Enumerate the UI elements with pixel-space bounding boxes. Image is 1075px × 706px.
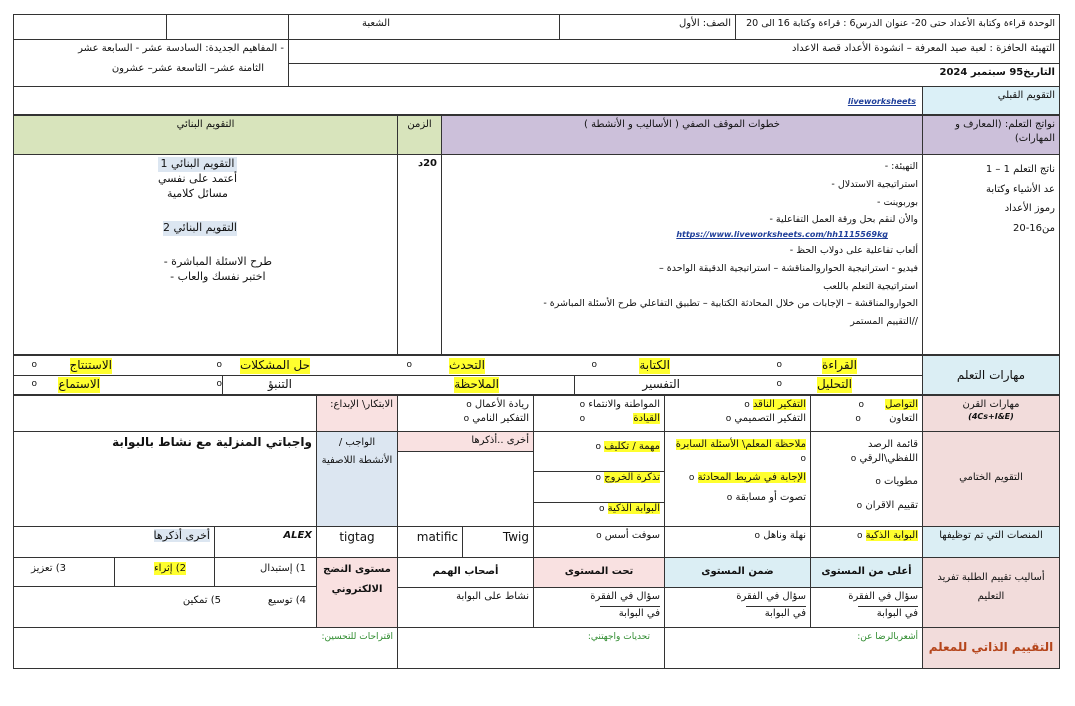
pre-eval-label: التقويم القبلي xyxy=(997,90,1055,101)
homework-cell xyxy=(13,431,317,527)
self-label-cell xyxy=(922,627,1060,669)
level-above-q1b: في البوابة xyxy=(858,606,918,621)
final-other-cell xyxy=(397,431,534,452)
level-below: تحت المستوى xyxy=(564,566,634,577)
maturity-vdiv-2 xyxy=(114,558,115,586)
skill-reading: القراءة xyxy=(822,358,857,372)
step-6: ألعاب تفاعلية على دولاب الحظ - xyxy=(789,245,918,257)
formative-2-title: التقويم البنائي 2 xyxy=(163,221,237,234)
level-below-q xyxy=(533,587,665,628)
final-exit-ticket: تذكرة الخروج xyxy=(604,472,660,483)
final-col-a: قائمة الرصد اللفظي\الرقي o مطويات o تقييم الاقران o xyxy=(810,431,923,527)
outcomes-head xyxy=(922,115,1060,155)
skill-deduction: الاستنتاج xyxy=(69,358,112,372)
steps-head xyxy=(441,115,923,155)
final-label: التقويم الختامي xyxy=(959,472,1023,483)
maturity-4: 4) توسيع xyxy=(267,595,306,606)
level-determination: أصحاب الهمم xyxy=(432,566,499,577)
level-determination-head xyxy=(397,557,534,588)
final-col-c xyxy=(533,431,665,527)
final-vote: تصوت أو مسابقة xyxy=(735,491,806,503)
step-3: بوربوينت - xyxy=(877,196,918,208)
step-2: استراتيجية الاستدلال - xyxy=(831,178,918,190)
step-10: //التقييم المستمر xyxy=(850,316,918,328)
skill-speaking-bullet: o xyxy=(406,360,412,370)
century-design-thinking: التفكير التصميمي xyxy=(734,412,806,424)
outcome-line-2: عد الأشياء وكتابة xyxy=(986,183,1055,195)
skills-col-divider-2 xyxy=(222,375,223,394)
final-portal-cell: البوابة الذكية o xyxy=(598,503,660,514)
time-head-label: الزمن xyxy=(407,119,432,130)
pre-eval-link[interactable]: liveworksheets xyxy=(847,97,916,106)
maturity-2: 2) إثراء xyxy=(153,563,186,574)
concepts-line-2: الثامنة عشر– التاسعة عشر– عشرون xyxy=(111,62,264,74)
self-challenges-cell xyxy=(397,627,665,669)
final-col-b: ملاحظة المعلم\ الأسئلة السابرة o الإجابة في شريط المحادثة o تصوت أو مسابقة o xyxy=(664,431,811,527)
level-above-q1: سؤال في الفقرة xyxy=(848,591,918,602)
skills-cell xyxy=(13,355,923,395)
step-1: التهيئة: - xyxy=(884,161,918,172)
century-sub: (4Cs+I&E) xyxy=(968,411,1014,421)
century-label-cell xyxy=(922,395,1060,432)
skill-interpretation: التفسير xyxy=(642,377,680,391)
century-collaboration: التعاون xyxy=(889,412,918,424)
final-teacher-observation: ملاحظة المعلم\ الأسئلة السابرة xyxy=(675,439,806,450)
skills-label: مهارات التعلم xyxy=(956,368,1026,382)
maturity-1: 1) إستبدال xyxy=(260,563,306,574)
skill-reading-bullet: o xyxy=(776,360,782,370)
formative-1-a: أعتمد على نفسي xyxy=(157,171,237,185)
homework-label: الواجب / الأنشطة اللاصفية xyxy=(321,437,393,466)
step-9: الحواروالمناقشة – الإجابات من خلال المحادثة الكتابية – تطبيق التفاعلي طرح الأسئلة المباشرة - xyxy=(543,298,918,310)
self-challenges: تحديات واجهتني: xyxy=(587,632,650,642)
platform-nahla-cell[interactable]: نهلة وناهل o xyxy=(664,526,811,558)
century-col-2: التفكير الناقد o التفكير التصميمي o xyxy=(664,395,811,432)
skill-prediction: التنبؤ xyxy=(267,377,292,391)
maturity-5: 5) تمكين xyxy=(182,595,221,606)
century-col-3: المواطنة والانتماء o القيادة o xyxy=(533,395,665,432)
formative-1-title: التقويم البنائي 1 xyxy=(158,157,237,172)
date: التاريخ95 سبتمبر 2024 xyxy=(939,67,1055,78)
homework-label-cell xyxy=(316,431,398,527)
skill-analysis-bullet: o xyxy=(776,379,782,389)
step-5-link[interactable]: https://www.liveworksheets.com/hh1115569kg xyxy=(676,230,888,240)
final-peer-eval: تقييم الاقران xyxy=(865,499,918,511)
step-8: استراتيجية التعلم باللعب xyxy=(823,280,918,292)
level-maturity-head xyxy=(316,557,398,628)
platform-softas: سوفت أسس xyxy=(604,530,660,541)
maturity-vdiv-1 xyxy=(214,558,215,586)
final-foldables: مطويات xyxy=(884,476,918,487)
outcomes-head-label: نواتج التعلم: (المعارف و المهارات) xyxy=(955,119,1055,144)
platform-other-cell xyxy=(13,526,215,558)
century-blank xyxy=(13,395,317,432)
steps-cell xyxy=(441,154,923,355)
formative-2-b: اختبر نفسك والعاب - xyxy=(170,269,266,283)
century-growth-thinking: التفكير النامي xyxy=(472,412,529,424)
century-critical-thinking: التفكير الناقد xyxy=(752,399,806,410)
skills-label-cell xyxy=(922,355,1060,395)
century-entrepreneurship: ريادة الأعمال xyxy=(474,399,529,410)
skill-listening-bullet: o xyxy=(31,379,37,389)
section-cell xyxy=(288,14,560,40)
time-head xyxy=(397,115,442,155)
maturity-divider xyxy=(14,586,316,587)
skills-col-divider xyxy=(574,375,575,394)
final-task-cell: مهمة / تكليف o xyxy=(534,432,664,472)
homework-text: واجباتي المنزلية مع نشاط بالبوابة xyxy=(112,435,312,449)
century-leadership: القيادة xyxy=(633,412,660,424)
platform-tigtag: tigtag xyxy=(339,530,375,544)
century-col-5 xyxy=(316,395,398,432)
level-above-head xyxy=(810,557,923,588)
skill-observation: الملاحظة xyxy=(454,377,499,391)
stimulus-cell xyxy=(288,39,1060,64)
final-label-cell xyxy=(922,431,1060,527)
pre-eval-cell xyxy=(13,86,923,115)
century-label: مهارات القرن xyxy=(962,399,1020,410)
outcomes-cell xyxy=(922,154,1060,355)
maturity-3: 3) تعزيز xyxy=(31,563,66,574)
platform-twig: Twig xyxy=(502,530,529,544)
level-within-q2b: في البوابة xyxy=(746,606,806,621)
platform-smart-portal: البوابة الذكية xyxy=(865,530,918,541)
formative-cell xyxy=(13,154,398,355)
outcome-line-3: رموز الأعداد xyxy=(1004,203,1055,214)
unit-title: الوحدة قراءة وكتابة الأعداد حتى 20- عنوان الدرس6 : قراءة وكتابة 16 الى 20 xyxy=(746,18,1055,29)
skill-writing-bullet: o xyxy=(591,360,597,370)
platform-softas-cell[interactable]: سوفت أسس o xyxy=(533,526,665,558)
skills-divider xyxy=(14,375,922,376)
pre-eval-label-cell xyxy=(922,86,1060,115)
skill-deduction-bullet: o xyxy=(31,360,37,370)
outcome-line-1: ناتج التعلم 1 – 1 xyxy=(985,164,1055,175)
blank-header-cell-2 xyxy=(13,14,167,40)
concepts-line-1: - المفاهيم الجديدة: السادسة عشر - السابعة عشر xyxy=(78,43,284,54)
grade: الصف: الأول xyxy=(679,18,731,29)
century-col-4: ريادة الأعمال o التفكير النامي o xyxy=(397,395,534,432)
self-satisfied-cell xyxy=(664,627,923,669)
final-smart-portal: البوابة الذكية xyxy=(607,503,660,514)
skill-analysis: التحليل xyxy=(816,377,852,391)
steps-head-label: خطوات الموقف الصفي ( الأساليب و الأنشطة ) xyxy=(584,119,780,130)
level-within-q2: سؤال في الفقرة xyxy=(736,591,806,602)
formative-head xyxy=(13,115,398,155)
century-citizenship: المواطنة والانتماء xyxy=(588,399,660,410)
maturity-cell xyxy=(13,557,317,628)
outcome-line-4: من16-20 xyxy=(1012,222,1055,234)
skill-problem-solving: حل المشكلات xyxy=(239,358,310,372)
platform-matific-cell[interactable] xyxy=(397,526,463,558)
skill-problem-solving-bullet: o xyxy=(216,360,222,370)
final-other: أخرى ..أذكرها xyxy=(471,435,529,446)
skill-writing: الكتابة xyxy=(639,358,670,372)
grade-cell xyxy=(559,14,736,40)
blank-header-cell xyxy=(166,14,289,40)
level-within: ضمن المستوى xyxy=(701,566,774,577)
platform-alex: ALEX xyxy=(283,530,312,541)
step-4: والأن لنقم بحل ورقة العمل التفاعلية - xyxy=(769,214,918,226)
final-other-blank xyxy=(397,451,534,527)
self-suggestions: اقتراحات للتحسين: xyxy=(321,632,393,642)
platform-tigtag-cell[interactable] xyxy=(316,526,398,558)
level-above: أعلى من المستوى xyxy=(821,566,912,577)
unit-title-cell xyxy=(735,14,1060,40)
self-label: التقييم الذاتي للمعلم xyxy=(928,640,1054,654)
time-cell xyxy=(397,154,442,355)
levels-label: أساليب تقييم الطلبة تفريد التعليم xyxy=(937,572,1045,602)
formative-1-b: مسائل كلامية xyxy=(167,186,228,200)
platform-smart-portal-cell[interactable]: البوابة الذكية o xyxy=(810,526,923,558)
formative-2-a: طرح الاسئلة المباشرة - xyxy=(163,255,272,268)
level-below-q3b: في البوابة xyxy=(600,606,660,621)
level-within-q xyxy=(664,587,811,628)
platform-matific: matific xyxy=(416,530,458,544)
century-communication: التواصل xyxy=(885,399,918,410)
formative-head-label: التقويم البنائي xyxy=(176,119,235,130)
platform-alex-cell[interactable] xyxy=(214,526,317,558)
platforms-label-cell xyxy=(922,526,1060,558)
platform-nahla: نهلة وناهل xyxy=(763,530,806,541)
date-cell xyxy=(288,63,1060,87)
level-determination-q xyxy=(397,587,534,628)
level-maturity: مستوى النضج الالكتروني xyxy=(323,564,391,595)
stimulus: التهيئة الحافزة : لعبة صيد المعرفة – انشودة الأعداد قصة الاعداد xyxy=(792,43,1055,54)
levels-label-cell xyxy=(922,557,1060,628)
step-7: فيديو - استراتيجية الحواروالمناقشة – استراتيجية الدقيقة الواحدة – xyxy=(659,262,918,274)
final-checklist: قائمة الرصد اللفظي\الرقي xyxy=(859,439,918,464)
platform-other: أخرى أذكرها xyxy=(153,529,210,542)
section: الشعبة xyxy=(362,18,390,29)
final-exit-cell: تذكرة الخروج o xyxy=(534,463,664,503)
skill-speaking: التحدث xyxy=(449,358,485,372)
platform-twig-cell[interactable] xyxy=(462,526,534,558)
century-col-1: التواصل o التعاون o xyxy=(810,395,923,432)
concepts-cell xyxy=(13,39,289,87)
level-above-q xyxy=(810,587,923,628)
century-innovation: الابتكار\ الإبداع: xyxy=(330,399,393,410)
self-suggestions-cell xyxy=(13,627,398,669)
level-below-q3: سؤال في الفقرة xyxy=(590,591,660,602)
final-chat-answer: الإجابة في شريط المحادثة xyxy=(697,472,806,483)
final-task: مهمة / تكليف xyxy=(604,441,660,452)
level-within-head xyxy=(664,557,811,588)
level-determination-q4: نشاط على البوابة xyxy=(456,591,529,602)
skill-prediction-bullet: o xyxy=(216,379,222,389)
time-value: 20د xyxy=(417,158,437,169)
platforms-label: المنصات التي تم توظيفها xyxy=(939,530,1043,541)
skill-listening: الاستماع xyxy=(58,377,100,391)
level-below-head xyxy=(533,557,665,588)
self-satisfied: أشعربالرضا عن: xyxy=(857,632,918,642)
